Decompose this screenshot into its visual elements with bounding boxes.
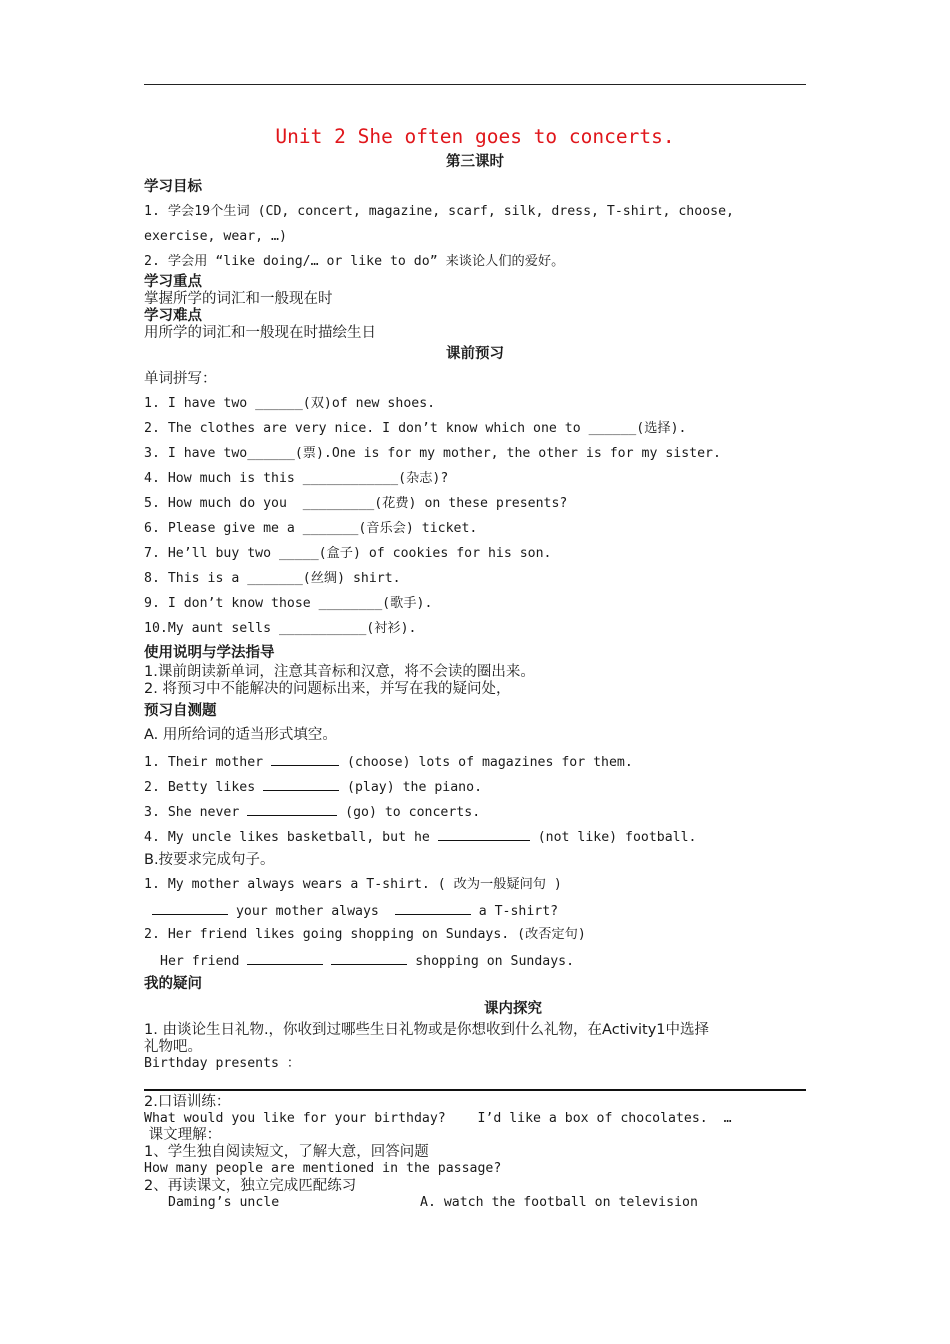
answer-blank[interactable] bbox=[395, 902, 471, 915]
preview-label: 单词拼写： bbox=[144, 371, 217, 387]
goals-item-2: 2. 学会用 “like doing/… or like to do” 来谈论人们的爱好。 bbox=[144, 254, 565, 269]
text-comprehension-label: 课文理解： bbox=[144, 1127, 222, 1143]
preview-item: 10.My aunt sells ___________(衬衫). bbox=[144, 621, 417, 636]
preview-item: 1. I have two ______(双)of new shoes. bbox=[144, 396, 436, 411]
step-1: 1、学生独自阅读短文，了解大意，回答问题 bbox=[144, 1144, 429, 1160]
dialog-line: What would you like for your birthday? I’d like a box of chocolates. … bbox=[144, 1111, 732, 1126]
part-a-item: 3. She never (go) to concerts. bbox=[144, 805, 481, 820]
match-right: A. watch the football on television bbox=[420, 1195, 698, 1210]
top-rule bbox=[144, 84, 806, 85]
questions-heading: 我的疑问 bbox=[144, 976, 202, 992]
answer-blank[interactable] bbox=[247, 803, 337, 816]
part-b-answer-2: Her friend shopping on Sundays. bbox=[160, 954, 575, 969]
preview-item: 2. The clothes are very nice. I don’t know which one to ______(选择). bbox=[144, 421, 687, 436]
preview-heading: 课前预习 bbox=[446, 346, 504, 362]
key-points-heading: 学习重点 bbox=[144, 274, 202, 290]
self-test-heading: 预习自测题 bbox=[144, 703, 217, 719]
part-b-question-1: 1. My mother always wears a T-shirt. ( 改为一般疑问句 ) bbox=[144, 877, 562, 892]
part-b-answer-1: your mother always a T-shirt? bbox=[152, 902, 558, 920]
birthday-presents-label: Birthday presents ： bbox=[144, 1056, 301, 1071]
lesson-subtitle: 第三课时 bbox=[446, 154, 504, 170]
match-left: Daming’s uncle bbox=[168, 1195, 280, 1210]
page-title: Unit 2 She often goes to concerts. bbox=[275, 125, 675, 148]
answer-blank[interactable] bbox=[438, 828, 530, 841]
goals-heading: 学习目标 bbox=[144, 179, 202, 195]
goals-item-1: 1. 学会19个生词 (CD, concert, magazine, scarf, silk, dress, T-shirt, choose, bbox=[144, 204, 734, 219]
explore-item-2: 2.口语训练： bbox=[144, 1094, 231, 1110]
difficulties-text: 用所学的词汇和一般现在时描绘生日 bbox=[144, 325, 376, 341]
answer-blank[interactable] bbox=[152, 902, 228, 915]
part-b-label: B.按要求完成句子。 bbox=[144, 852, 275, 868]
difficulties-heading: 学习难点 bbox=[144, 308, 202, 324]
preview-item: 4. How much is this ____________(杂志)? bbox=[144, 471, 449, 486]
answer-blank[interactable] bbox=[271, 753, 339, 766]
explore-heading: 课内探究 bbox=[484, 1001, 542, 1017]
explore-item-1: 1. 由谈论生日礼物.，你收到过哪些生日礼物或是你想收到什么礼物，在Activity1中选择 bbox=[144, 1022, 710, 1038]
guide-heading: 使用说明与学法指导 bbox=[144, 645, 275, 661]
guide-item: 2. 将预习中不能解决的问题标出来，并写在我的疑问处， bbox=[144, 681, 511, 697]
answer-blank[interactable] bbox=[247, 952, 323, 965]
part-b-question-2: 2. Her friend likes going shopping on Sundays. (改否定句) bbox=[144, 927, 586, 942]
part-a-label: A. 用所给词的适当形式填空。 bbox=[144, 727, 337, 743]
part-a-item: 1. Their mother (choose) lots of magazines for them. bbox=[144, 755, 633, 770]
explore-item-1-cont: 礼物吧。 bbox=[144, 1039, 202, 1055]
preview-item: 3. I have two______(票).One is for my mother, the other is for my sister. bbox=[144, 446, 721, 461]
guide-item: 1.课前朗读新单词，注意其音标和汉意，将不会读的圈出来。 bbox=[144, 664, 535, 680]
step-2: 2、再读课文，独立完成匹配练习 bbox=[144, 1178, 357, 1194]
answer-blank[interactable] bbox=[263, 778, 339, 791]
preview-item: 9. I don’t know those ________(歌手). bbox=[144, 596, 433, 611]
preview-item: 7. He’ll buy two _____(盒子) of cookies for his son. bbox=[144, 546, 552, 561]
key-points-text: 掌握所学的词汇和一般现在时 bbox=[144, 291, 333, 307]
part-a-item: 2. Betty likes (play) the piano. bbox=[144, 780, 483, 795]
goals-item-1-cont: exercise, wear, …) bbox=[144, 229, 287, 244]
part-a-item: 4. My uncle likes basketball, but he (not like) football. bbox=[144, 830, 697, 845]
preview-item: 5. How much do you _________(花费) on these presents? bbox=[144, 496, 568, 511]
answer-blank[interactable] bbox=[331, 952, 407, 965]
preview-item: 6. Please give me a _______(音乐会) ticket. bbox=[144, 521, 478, 536]
section-rule bbox=[144, 1089, 806, 1091]
preview-item: 8. This is a _______(丝绸) shirt. bbox=[144, 571, 401, 586]
step-1-question: How many people are mentioned in the passage? bbox=[144, 1161, 502, 1176]
